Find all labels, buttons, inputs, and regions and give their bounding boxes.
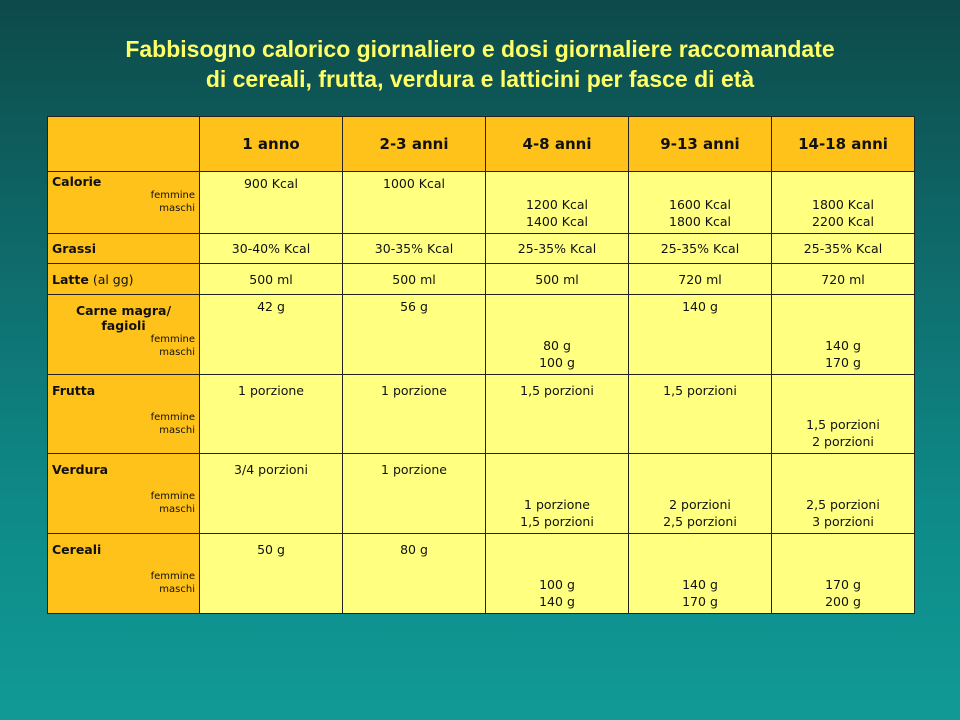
cell-carne-2: 56 g (343, 295, 486, 375)
header-1-anno: 1 anno (200, 117, 343, 172)
cell-carne-5: 140 g 170 g (772, 295, 915, 375)
cell-grassi-5: 25-35% Kcal (772, 234, 915, 264)
label-maschi: maschi (159, 584, 195, 595)
header-4-8-anni: 4-8 anni (486, 117, 629, 172)
row-label-grassi (48, 234, 200, 264)
row-calorie (48, 172, 915, 234)
label-latte: Latte (52, 271, 89, 287)
cell-carne-3: 80 g 100 g (486, 295, 629, 375)
cell-verdura-4: 2 porzioni 2,5 porzioni (629, 454, 772, 534)
label-maschi: maschi (159, 347, 195, 358)
nutrition-table (47, 116, 915, 614)
cell-grassi-4: 25-35% Kcal (629, 234, 772, 264)
cell-carne-4: 140 g (629, 295, 772, 375)
row-grassi (48, 234, 915, 264)
cell-verdura-2: 1 porzione (343, 454, 486, 534)
cell-frutta-5: 1,5 porzioni 2 porzioni (772, 375, 915, 454)
label-femmine: femmine (150, 491, 195, 502)
cell-calorie-5: 1800 Kcal 2200 Kcal (772, 172, 915, 234)
cell-frutta-1: 1 porzione (200, 375, 343, 454)
cell-latte-4: 720 ml (629, 264, 772, 295)
cell-latte-5: 720 ml (772, 264, 915, 295)
label-maschi: maschi (159, 425, 195, 436)
cell-verdura-1: 3/4 porzioni (200, 454, 343, 534)
label-carne-1: Carne magra/ (75, 303, 172, 318)
row-carne (48, 295, 915, 375)
label-femmine: femmine (150, 334, 195, 345)
row-cereali (48, 534, 915, 614)
header-row (48, 117, 915, 172)
cell-latte-2: 500 ml (343, 264, 486, 295)
cell-calorie-2: 1000 Kcal (343, 172, 486, 234)
label-femmine: femmine (150, 190, 195, 201)
cell-calorie-3: 1200 Kcal 1400 Kcal (486, 172, 629, 234)
label-femmine: femmine (150, 571, 195, 582)
row-label-verdura (48, 454, 200, 534)
cell-verdura-5: 2,5 porzioni 3 porzioni (772, 454, 915, 534)
label-femmine: femmine (150, 412, 195, 423)
header-2-3-anni: 2-3 anni (343, 117, 486, 172)
row-verdura (48, 454, 915, 534)
header-9-13-anni: 9-13 anni (629, 117, 772, 172)
cell-frutta-4: 1,5 porzioni (629, 375, 772, 454)
cell-calorie-4: 1600 Kcal 1800 Kcal (629, 172, 772, 234)
cell-latte-1: 500 ml (200, 264, 343, 295)
label-grassi: Grassi (52, 241, 97, 256)
label-verdura: Verdura (52, 462, 109, 477)
cell-grassi-2: 30-35% Kcal (343, 234, 486, 264)
row-label-frutta (48, 375, 200, 454)
row-latte (48, 264, 915, 295)
cell-grassi-3: 25-35% Kcal (486, 234, 629, 264)
label-carne-2: fagioli (101, 318, 146, 333)
header-corner (48, 117, 200, 172)
row-label-cereali (48, 534, 200, 614)
slide-title (0, 34, 960, 94)
cell-grassi-1: 30-40% Kcal (200, 234, 343, 264)
title-line-2: di cereali, frutta, verdura e latticini per fasce di età (205, 66, 755, 92)
row-label-carne (48, 295, 200, 375)
row-label-latte (48, 264, 200, 295)
cell-frutta-2: 1 porzione (343, 375, 486, 454)
cell-cereali-1: 50 g (200, 534, 343, 614)
label-calorie: Calorie (52, 174, 102, 189)
label-maschi: maschi (159, 203, 195, 214)
row-label-calorie (48, 172, 200, 234)
header-14-18-anni: 14-18 anni (772, 117, 915, 172)
title-line-1: Fabbisogno calorico giornaliero e dosi giornaliere raccomandate (125, 36, 835, 62)
cell-latte-3: 500 ml (486, 264, 629, 295)
label-latte-extra: (al gg) (88, 271, 134, 287)
label-cereali: Cereali (52, 542, 102, 557)
label-maschi: maschi (159, 504, 195, 515)
label-frutta: Frutta (52, 383, 96, 398)
cell-carne-1: 42 g (200, 295, 343, 375)
cell-verdura-3: 1 porzione 1,5 porzioni (486, 454, 629, 534)
cell-cereali-3: 100 g 140 g (486, 534, 629, 614)
cell-cereali-5: 170 g 200 g (772, 534, 915, 614)
cell-cereali-4: 140 g 170 g (629, 534, 772, 614)
cell-calorie-1: 900 Kcal (200, 172, 343, 234)
cell-cereali-2: 80 g (343, 534, 486, 614)
row-frutta (48, 375, 915, 454)
cell-frutta-3: 1,5 porzioni (486, 375, 629, 454)
